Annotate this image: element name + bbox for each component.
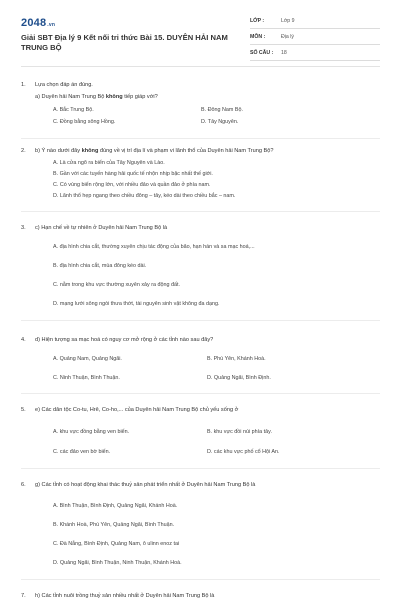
question-text: e) Các dân tộc Co-tu, Hrê, Co-ho,... của Duyên hải Nam Trung Bộ chủ yếu sống ở [35, 407, 239, 413]
option-b[interactable]: B. địa hình chia cắt, mùa đông kéo dài. [53, 263, 147, 269]
option-d[interactable]: D. Lãnh thổ hẹp ngang theo chiều đông – tây, kéo dài theo chiều bắc – nam. [53, 193, 236, 199]
option-c[interactable]: C. các đảo ven bờ biển. [53, 449, 111, 455]
option-c[interactable]: C. Đà Nẵng, Bình Định, Quảng Nam, ô ulinn enoz tai [53, 541, 180, 547]
option-a[interactable]: A. Là cửa ngõ ra biển của Tây Nguyên và Lào. [53, 160, 165, 166]
option-d[interactable]: D. Tây Nguyên. [201, 119, 239, 125]
page-header [0, 0, 400, 62]
question-text: g) Các tỉnh có hoạt động khai thác thuỷ sản phát triển nhất ở Duyên hải Nam Trung Bộ là [35, 482, 256, 488]
header-divider [21, 66, 380, 67]
meta-row-class: LỚP : Lớp 9 [250, 13, 380, 29]
worksheet-page: 2048.vn Giải SBT Địa lý 9 Kết nối tri thức Bài 15. DUYÊN HẢI NAM TRUNG BỘ LỚP : Lớp 9 MÔN : Địa lý SỐ CÂU : 18 1. Lựa chọn đáp án đúng. a) Duyên hải Nam Trung Bộ không tiếp giáp với? A. Bắc Trung Bộ. B. Đông Nam Bộ. C. Đồng bằng sông Hồng. D. Tây Nguyên. 2. b) Ý nào dưới đây không đúng về vị trí địa lí và phạm vi lãnh thổ của Duyên hải Nam Trung Bộ? A. Là cửa ngõ ra biển của Tây Nguyên và Lào. B. Gần với các tuyến hàng hải quốc tế nhộn nhịp bậc nhất thế giới. C. Có vùng biển rộng lớn, với nhiều đảo và quần đảo ở phía nam. D. Lãnh thổ hẹp ngang theo chiều đông – tây, kéo dài theo chiều bắc – nam. 3. c) Hạn chế về tự nhiên ở Duyên hải Nam Trung Bộ là A. địa hình chia cắt, thường xuyên chịu tác động của bão, hạn hán và sa mạc hoá,... B. địa hình chia cắt, mùa đông kéo dài. C. nằm trong khu vực thường xuyên xảy ra động đất. D. mạng lưới sông ngòi thưa thớt, tài nguyên sinh vật không đa dạng. 4. d) Hiện tượng sa mạc hoá có nguy cơ mở rộng ở các tỉnh nào sau đây? A. Quảng Nam, Quảng Ngãi. B. Phú Yên, Khánh Hoà. C. Ninh Thuận, Bình Thuận. D. Quảng Ngãi, Bình Định. 5. e) Các dân tộc Co-tu, Hrê, Co-ho,... của Duyên hải Nam Trung Bộ chủ yếu sống ở A. khu vực đồng bằng ven biển. B. khu vực đồi núi phía tây. C. các đảo ven bờ biển. D. các khu vực phố cổ Hội An. 6. g) Các tỉnh có hoạt động khai thác thuỷ sản phát triển nhất ở Duyên hải Nam Trung Bộ là A. Bình Thuận, Bình Định, Quảng Ngãi, Khánh Hoà. B. Khánh Hoà, Phú Yên, Quảng Ngãi, Bình Thuận. C. Đà Nẵng, Bình Định, Quảng Nam, ô ulinn enoz tai D. Quảng Ngãi, Bình Thuận, Ninh Thuận, Khánh Hoà. 7. h) Các tỉnh nuôi trồng thuỷ sản nhiều nhất ở Duyên hải Nam Trung Bộ là [0, 0, 400, 600]
option-a[interactable]: A. địa hình chia cắt, thường xuyên chịu tác động của bão, hạn hán và sa mạc hoá,... [53, 244, 255, 250]
option-b[interactable]: B. Gần với các tuyến hàng hải quốc tế nhộn nhịp bậc nhất thế giới. [53, 171, 213, 177]
meta-box [250, 13, 380, 61]
option-b[interactable]: B. Đông Nam Bộ. [201, 107, 243, 113]
option-d[interactable]: D. Quảng Ngãi, Bình Thuận, Ninh Thuận, Khánh Hoà. [53, 560, 182, 566]
option-a[interactable]: A. Bình Thuận, Bình Định, Quảng Ngãi, Khánh Hoà. [53, 503, 178, 509]
option-c[interactable]: C. Ninh Thuận, Bình Thuận. [53, 375, 120, 381]
question-text: d) Hiện tượng sa mạc hoá có nguy cơ mở rộng ở các tỉnh nào sau đây? [35, 337, 214, 343]
option-b[interactable]: B. Phú Yên, Khánh Hoà. [207, 356, 266, 362]
option-b[interactable]: B. Khánh Hoà, Phú Yên, Quảng Ngãi, Bình Thuận. [53, 522, 175, 528]
question-intro: Lựa chọn đáp án đúng. [35, 82, 93, 88]
meta-row-count: SỐ CÂU : 18 [250, 45, 380, 61]
question-text: b) Ý nào dưới đây không đúng về vị trí địa lí và phạm vi lãnh thổ của Duyên hải Nam Trung Bộ? [35, 148, 274, 154]
option-a[interactable]: A. Quảng Nam, Quảng Ngãi. [53, 356, 122, 362]
question-text: h) Các tỉnh nuôi trồng thuỷ sản nhiều nhất ở Duyên hải Nam Trung Bộ là [35, 593, 215, 599]
site-logo[interactable]: 2048.vn [21, 17, 56, 29]
option-d[interactable]: D. Quảng Ngãi, Bình Định. [207, 375, 271, 381]
question-text: c) Hạn chế về tự nhiên ở Duyên hải Nam Trung Bộ là [35, 225, 168, 231]
meta-row-subject: MÔN : Địa lý [250, 29, 380, 45]
page-title: Giải SBT Địa lý 9 Kết nối tri thức Bài 15. DUYÊN HẢI NAM TRUNG BỘ [21, 33, 228, 52]
option-c[interactable]: C. nằm trong khu vực thường xuyên xảy ra động đất. [53, 282, 181, 288]
question-text: a) Duyên hải Nam Trung Bộ không tiếp giáp với? [35, 94, 158, 100]
option-d[interactable]: D. mạng lưới sông ngòi thưa thớt, tài nguyên sinh vật không đa dạng. [53, 301, 220, 307]
option-a[interactable]: A. Bắc Trung Bộ. [53, 107, 94, 113]
option-b[interactable]: B. khu vực đồi núi phía tây. [207, 429, 272, 435]
option-d[interactable]: D. các khu vực phố cổ Hội An. [207, 449, 280, 455]
option-c[interactable]: C. Đồng bằng sông Hồng. [53, 119, 116, 125]
option-c[interactable]: C. Có vùng biển rộng lớn, với nhiều đảo và quần đảo ở phía nam. [53, 182, 211, 188]
option-a[interactable]: A. khu vực đồng bằng ven biển. [53, 429, 130, 435]
